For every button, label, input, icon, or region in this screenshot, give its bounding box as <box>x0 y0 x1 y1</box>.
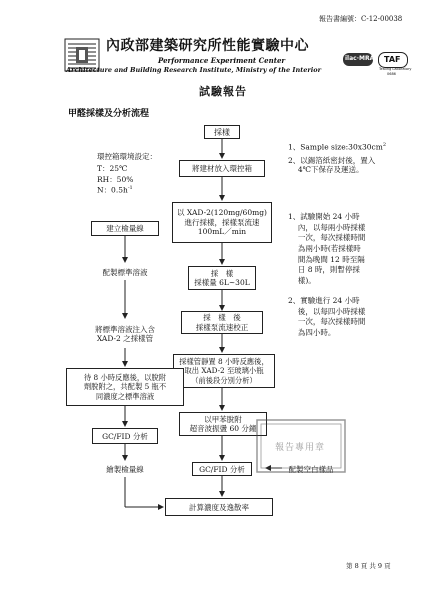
organization-name-en-2: Architecture and Building Research Institute, Ministry of the Interior <box>66 66 321 74</box>
flow-box-put-in-chamber: 將建材放入環控箱 <box>179 160 265 177</box>
taf-subtitle: Testing Laboratory <box>379 67 412 71</box>
note-first-24h: 1、試驗開始 24 小時 內，以每兩小時採樣 一次，每次採樣時間 為兩小時(若採樣時 間為晚間 12 時至隔 日 8 時，則暫停採 樣)。 <box>288 212 366 285</box>
flow-box-ultrasonic: 以甲苯脫附 超音波振盪 60 分鐘 <box>179 412 267 436</box>
taf-logo: TAF <box>378 52 408 68</box>
note-storage: 2、以錫箔紙密封後，置入 4℃下保存及運送。 <box>288 156 376 175</box>
note-sample-size <box>288 143 386 151</box>
flow-box-gcfid-left: GC/FID 分析 <box>92 428 158 444</box>
note-after-24h: 2、實驗進行 24 小時 後，以每四小時採樣 一次，每次採樣時間 為四小時。 <box>288 296 366 337</box>
condition-air-exchange-exponent: -1 <box>127 185 133 191</box>
flow-box-prep-standard: 配製標準溶液 <box>102 267 148 277</box>
section-title: 甲醛採樣及分析流程 <box>68 109 150 119</box>
report-number: 報告書編號：C-12-00038 <box>319 15 403 23</box>
flow-box-prep-blank: 配製空白樣品 <box>288 464 334 474</box>
flow-box-calibration-line: 建立檢量線 <box>91 221 159 236</box>
condition-temperature: T：25℃ <box>97 164 128 173</box>
flow-box-xad-sampling: 以 XAD-2(120mg/60mg) 進行採樣，採樣泵流速 100mL／min <box>172 202 272 243</box>
taf-number: 0686 <box>387 72 396 76</box>
document-title: 試驗報告 <box>199 85 247 98</box>
condition-humidity: RH：50% <box>97 175 134 184</box>
flow-box-after-sampling: 採 樣 後 採樣泵流速校正 <box>181 311 263 334</box>
flow-box-desorb: 待 8 小時反應後，以脫附 劑脫附之，共配製 5 瓶不 同濃度之標準溶液 <box>66 368 184 406</box>
flow-box-draw-curve: 繪製檢量線 <box>106 465 144 474</box>
flow-box-tube-rest: 採樣管靜置 8 小時反應後， 取出 XAD-2 至玻璃小瓶 （前後段分別分析） <box>173 354 275 388</box>
note-sample-size-text: 1、Sample size:30x30cm <box>288 142 383 152</box>
flow-box-sampling: 採樣 <box>204 125 240 139</box>
flow-box-inject-standard: 將標準溶液注入含 XAD-2 之採樣管 <box>95 324 155 343</box>
organization-name-en-1: Performance Experiment Center <box>158 56 286 65</box>
flow-box-gcfid-right: GC/FID 分析 <box>192 462 252 476</box>
flow-box-calculate: 計算濃度及逸散率 <box>165 498 273 516</box>
report-seal-stamp <box>255 418 347 474</box>
note-sample-size-exponent: 2 <box>382 142 386 148</box>
conditions-title: 環控箱環境設定： <box>97 152 157 161</box>
condition-air-exchange <box>97 186 133 194</box>
flow-box-sample-volume: 採 樣 採樣量 6L~30L <box>188 266 256 290</box>
report-seal-text: 報告專用章 <box>275 443 326 453</box>
condition-air-exchange-value: N：0.5h <box>97 185 128 195</box>
organization-name-zh: 內政部建築研究所性能實驗中心 <box>106 38 309 54</box>
page-number: 第 8 頁 共 9 頁 <box>346 562 391 570</box>
ilac-mra-logo: ilac·MRA <box>343 53 373 66</box>
